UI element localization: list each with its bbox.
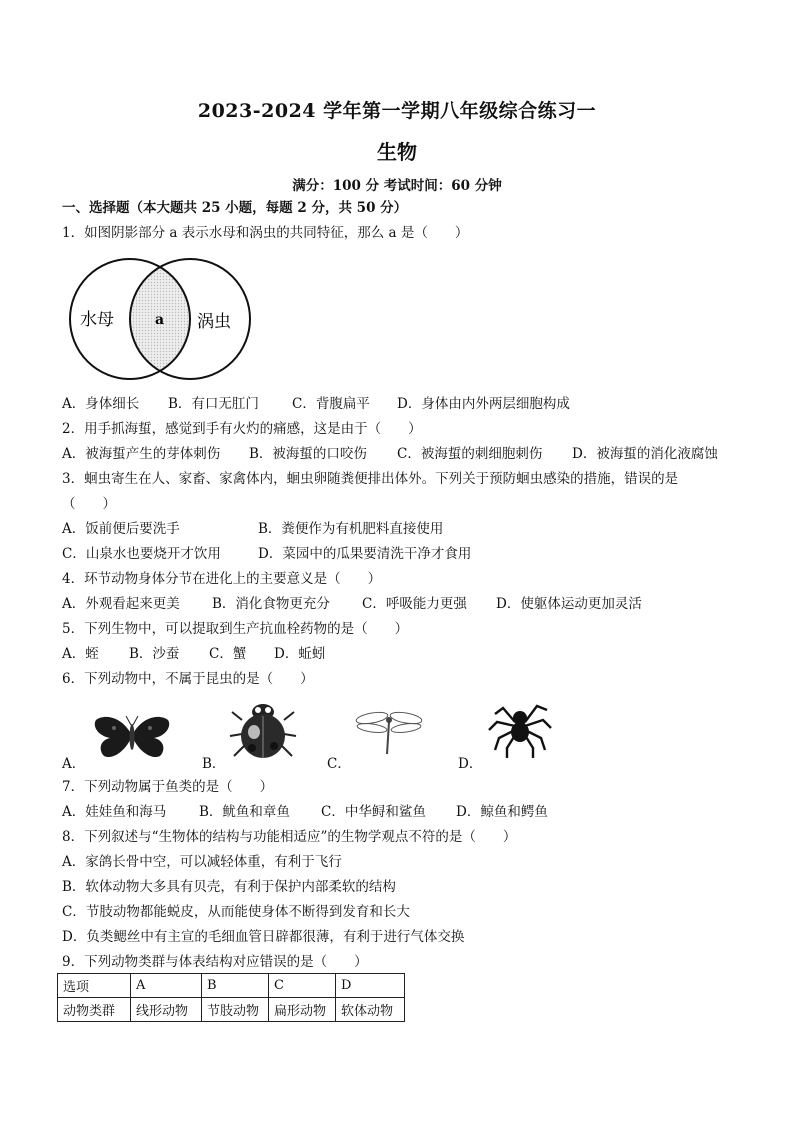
q1-option-d: D．身体由内外两层细胞构成 [397,396,570,412]
q5-stem: 5．下列生物中，可以提取到生产抗血栓药物的是（ ） [62,621,409,637]
q3-options-row2 [62,545,471,563]
table-cell: 扁形动物 [269,998,336,1022]
q1-option-a: A．身体细长 [62,396,140,412]
q4-option-d: D．使躯体运动更加灵活 [496,596,642,612]
table-cell: 选项 [58,974,131,998]
q9-table [57,973,405,1022]
q5-option-b: B．沙蚕 [129,646,180,662]
dragonfly-icon [354,708,424,756]
q4-option-c: C．呼吸能力更强 [362,596,467,612]
q1-option-c: C．背腹扁平 [292,396,370,412]
section-heading: 一、选择题（本大题共 25 小题，每题 2 分，共 50 分） [62,200,408,216]
q9-stem: 9．下列动物类群与体表结构对应错误的是（ ） [62,954,368,970]
table-cell: D [336,974,405,998]
q7-option-d: D．鲸鱼和鳄鱼 [456,804,548,820]
q3-option-d: D．菜园中的瓜果要清洗干净才食用 [258,546,472,562]
exam-title: 2023-2024 学年第一学期八年级综合练习一 [197,100,597,122]
table-cell: A [131,974,202,998]
q3-stem: 3．蛔虫寄生在人、家畜、家禽体内，蛔虫卵随粪便排出体外。下列关于预防蛔虫感染的措施，错误的是 [62,471,679,487]
q4-option-a: A．外观看起来更美 [62,596,180,612]
q3-stem-cont: （ ） [62,496,116,512]
venn-label-right: 涡虫 [197,312,231,332]
table-cell: 软体动物 [336,998,405,1022]
q7-option-c: C．中华鲟和鲨鱼 [321,804,426,820]
venn-label-center: a [155,312,165,328]
q8-option-b: B．软体动物大多具有贝壳，有利于保护内部柔软的结构 [62,879,396,895]
table-cell: 动物类群 [58,998,131,1022]
q2-stem: 2．用手抓海蜇，感觉到手有火灼的痛感，这是由于（ ） [62,421,422,437]
q5-option-d: D．蚯蚓 [274,646,326,662]
q6-option-c-label: C． [327,756,351,772]
q7-options [62,803,548,821]
q3-option-a: A．饭前便后要洗手 [62,521,180,537]
venn-label-left: 水母 [80,310,114,330]
q6-option-b-label: B． [202,756,226,772]
venn-diagram [60,257,260,387]
q3-option-c: C．山泉水也要烧开才饮用 [62,546,221,562]
q8-option-c: C．节肢动物都能蜕皮，从而能使身体不断得到发育和长大 [62,904,410,920]
q3-options-row1 [62,520,443,538]
q8-stem: 8．下列叙述与“生物体的结构与功能相适应”的生物学观点不符的是（ ） [62,829,517,845]
q5-option-c: C．蟹 [209,646,247,662]
q2-options [62,445,718,463]
q7-stem: 7．下列动物属于鱼类的是（ ） [62,779,274,795]
q2-option-a: A．被海蜇产生的芽体刺伤 [62,446,221,462]
q8-option-d: D．负类鳃丝中有主宣的毛细血管日辟都很薄，有利于进行气体交换 [62,929,465,945]
q2-option-b: B．被海蜇的口咬伤 [249,446,367,462]
q1-options [62,395,570,413]
q7-option-a: A．娃娃鱼和海马 [62,804,167,820]
q4-stem: 4．环节动物身体分节在进化上的主要意义是（ ） [62,571,382,587]
table-row [58,998,405,1022]
q8-option-a: A．家鸽长骨中空，可以减轻体重，有利于飞行 [62,854,342,870]
q4-options [62,595,642,613]
q5-option-a: A．蛭 [62,646,99,662]
q5-options [62,645,325,663]
q1-option-b: B．有口无肛门 [168,396,259,412]
q6-option-d-label: D． [458,756,483,772]
q3-option-b: B．粪便作为有机肥料直接使用 [258,521,444,537]
spider-icon [485,694,555,760]
q6-stem: 6．下列动物中，不属于昆虫的是（ ） [62,671,314,687]
q2-option-d: D．被海蜇的消化液腐蚀 [572,446,718,462]
exam-info: 满分：100 分 考试时间：60 分钟 [292,178,502,194]
table-cell: 节肢动物 [202,998,269,1022]
butterfly-icon [90,710,174,764]
table-cell: C [269,974,336,998]
table-cell: 线形动物 [131,998,202,1022]
ladybug-icon [228,698,298,762]
q4-option-b: B．消化食物更充分 [212,596,330,612]
subject-title: 生物 [377,140,417,164]
q7-option-b: B．鱿鱼和章鱼 [199,804,290,820]
q6-option-a-label: A． [62,756,86,772]
table-cell: B [202,974,269,998]
table-row [58,974,405,998]
q1-stem: 1．如图阴影部分 a 表示水母和涡虫的共同特征，那么 a 是（ ） [62,225,469,241]
q2-option-c: C．被海蜇的刺细胞刺伤 [397,446,543,462]
